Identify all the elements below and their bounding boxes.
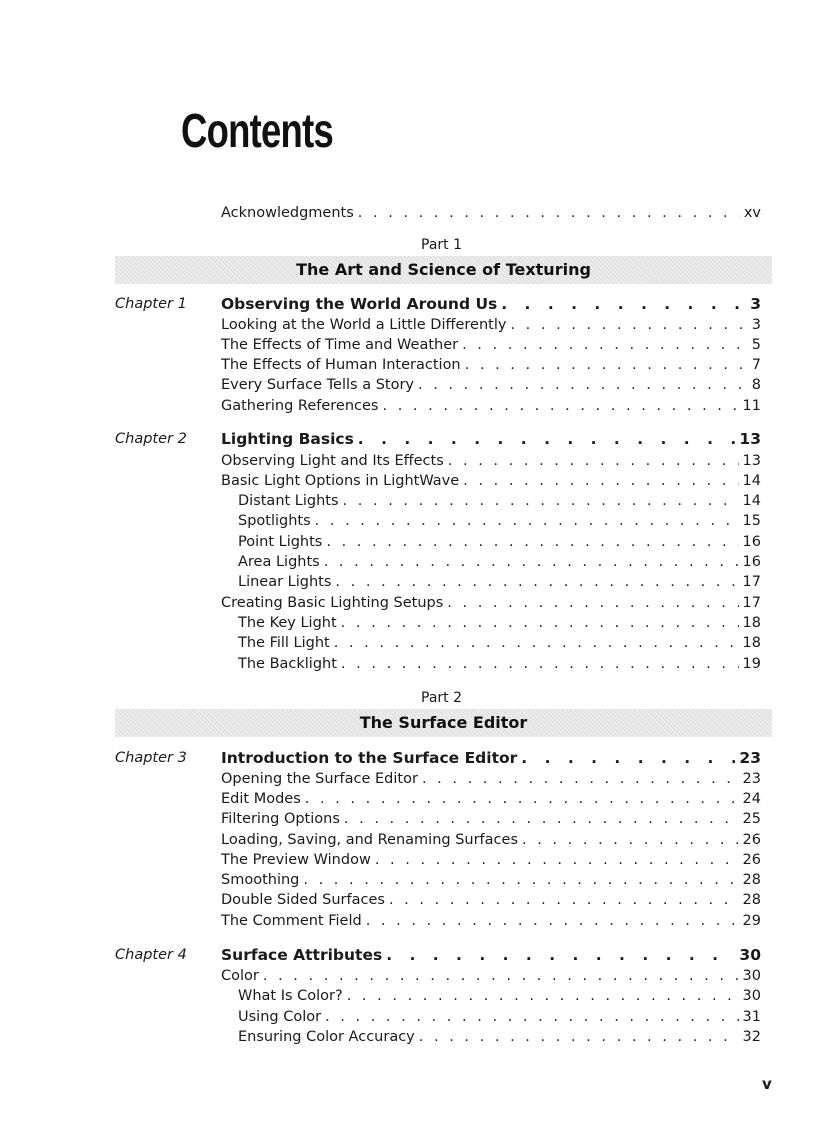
- toc-page-number: 15: [742, 513, 761, 529]
- dot-leader: [463, 471, 738, 491]
- toc-page-number: 25: [742, 811, 761, 827]
- chapter-label: Chapter 3: [115, 750, 187, 766]
- dot-leader: [325, 1007, 738, 1027]
- dot-leader: [419, 1027, 739, 1047]
- toc-subentry: [238, 552, 761, 572]
- dot-leader: [448, 451, 739, 471]
- toc-chapter-title: [221, 429, 761, 449]
- toc-page-number: 26: [742, 852, 761, 868]
- dot-leader: [324, 552, 739, 572]
- dot-leader: [501, 294, 746, 314]
- toc-entry-title: Basic Light Options in LightWave: [221, 473, 460, 489]
- toc-entry-title: The Effects of Time and Weather: [221, 337, 459, 353]
- toc-entry: [221, 769, 761, 789]
- dot-leader: [382, 396, 738, 416]
- dot-leader: [347, 986, 739, 1006]
- toc-chapter-title: [221, 294, 761, 314]
- toc-page-number: 32: [742, 1029, 761, 1045]
- toc-entry-title: Lighting Basics: [221, 430, 354, 448]
- toc-page-number: 23: [742, 771, 761, 787]
- toc-subentry: [238, 511, 761, 531]
- toc-entry-title: Creating Basic Lighting Setups: [221, 595, 444, 611]
- toc-entry-title: Loading, Saving, and Renaming Surfaces: [221, 832, 518, 848]
- toc-entry: [221, 850, 761, 870]
- toc-subentry: [238, 986, 761, 1006]
- dot-leader: [465, 355, 748, 375]
- toc-page-number: 18: [742, 615, 761, 631]
- toc-page-number: 7: [751, 357, 761, 373]
- toc-page-number: 31: [742, 1009, 761, 1025]
- toc-page-number: 8: [751, 377, 761, 393]
- toc-entry: [221, 396, 761, 416]
- dot-leader: [386, 945, 735, 965]
- toc-page-number: 23: [739, 749, 761, 767]
- toc-page-number: 16: [742, 534, 761, 550]
- toc-entry: [221, 890, 761, 910]
- toc-entry-title: Spotlights: [238, 513, 311, 529]
- chapter-label: Chapter 2: [115, 431, 187, 447]
- toc-page-number: 14: [742, 473, 761, 489]
- toc-page-number: 13: [739, 430, 761, 448]
- chapter-label: Chapter 4: [115, 947, 187, 963]
- toc-entry-title: The Preview Window: [221, 852, 371, 868]
- toc-entry: [221, 375, 761, 395]
- page-folio: v: [762, 1075, 772, 1093]
- toc-entry-title: Filtering Options: [221, 811, 340, 827]
- toc-entry-title: Point Lights: [238, 534, 323, 550]
- dot-leader: [315, 511, 739, 531]
- toc-entry-title: Double Sided Surfaces: [221, 892, 385, 908]
- toc-entry-title: Area Lights: [238, 554, 320, 570]
- toc-entry: [221, 966, 761, 986]
- dot-leader: [510, 315, 747, 335]
- toc-entry-title: Observing Light and Its Effects: [221, 453, 444, 469]
- toc-entry: [221, 830, 761, 850]
- toc-entry: [221, 789, 761, 809]
- toc-entry-title: What Is Color?: [238, 988, 343, 1004]
- dot-leader: [335, 572, 738, 592]
- dot-leader: [447, 593, 738, 613]
- toc-subentry: [238, 532, 761, 552]
- toc-page-number: 11: [742, 398, 761, 414]
- toc-page-number: xv: [743, 205, 761, 221]
- dot-leader: [422, 769, 739, 789]
- toc-page-number: 3: [751, 317, 761, 333]
- toc-page-number: 30: [739, 946, 761, 964]
- dot-leader: [334, 633, 739, 653]
- toc-entry-title: Edit Modes: [221, 791, 301, 807]
- toc-subentry: [238, 1027, 761, 1047]
- toc-entry-title: Acknowledgments: [221, 205, 354, 221]
- toc-page-number: 28: [742, 892, 761, 908]
- part-number: Part 2: [421, 690, 462, 706]
- toc-entry-title: The Fill Light: [238, 635, 330, 651]
- toc-entry-title: Observing the World Around Us: [221, 295, 498, 313]
- toc-entry: [221, 471, 761, 491]
- toc-chapter-title: [221, 945, 761, 965]
- toc-page-number: 30: [742, 988, 761, 1004]
- dot-leader: [263, 966, 739, 986]
- toc-page-number: 17: [742, 574, 761, 590]
- toc-page-number: 13: [742, 453, 761, 469]
- dot-leader: [522, 830, 739, 850]
- dot-leader: [343, 491, 739, 511]
- dot-leader: [389, 890, 739, 910]
- toc-page-number: 3: [750, 295, 761, 313]
- part-title-banner: The Surface Editor: [115, 709, 772, 737]
- toc-page-number: 19: [742, 656, 761, 672]
- toc-subentry: [238, 613, 761, 633]
- chapter-label: Chapter 1: [115, 296, 187, 312]
- toc-page-number: 18: [742, 635, 761, 651]
- toc-entry: [221, 315, 761, 335]
- toc-entry-title: Using Color: [238, 1009, 322, 1025]
- toc-page-number: 29: [742, 913, 761, 929]
- toc-entry-title: The Comment Field: [221, 913, 362, 929]
- toc-entry-title: Ensuring Color Accuracy: [238, 1029, 415, 1045]
- toc-entry-title: Color: [221, 968, 259, 984]
- dot-leader: [303, 870, 738, 890]
- toc-entry-title: Surface Attributes: [221, 946, 383, 964]
- toc-page-number: 5: [751, 337, 761, 353]
- toc-entry: [221, 809, 761, 829]
- toc-page-number: 14: [742, 493, 761, 509]
- toc-entry: [221, 870, 761, 890]
- page-title: Contents: [181, 105, 333, 158]
- toc-subentry: [238, 633, 761, 653]
- toc-entry-title: Every Surface Tells a Story: [221, 377, 414, 393]
- toc-page-number: 28: [742, 872, 761, 888]
- dot-leader: [521, 748, 735, 768]
- toc-page-number: 16: [742, 554, 761, 570]
- dot-leader: [462, 335, 748, 355]
- dot-leader: [358, 429, 736, 449]
- toc-entry: [221, 911, 761, 931]
- dot-leader: [326, 532, 738, 552]
- toc-subentry: [238, 654, 761, 674]
- toc-page-number: 17: [742, 595, 761, 611]
- toc-entry-title: Looking at the World a Little Differently: [221, 317, 507, 333]
- toc-page-number: 24: [742, 791, 761, 807]
- toc-page-number: 30: [742, 968, 761, 984]
- toc-entry-title: The Backlight: [238, 656, 337, 672]
- toc-entry: [221, 593, 761, 613]
- toc-entry-title: Gathering References: [221, 398, 379, 414]
- toc-subentry: [238, 1007, 761, 1027]
- dot-leader: [375, 850, 739, 870]
- toc-page-number: 26: [742, 832, 761, 848]
- dot-leader: [344, 809, 739, 829]
- toc-subentry: [238, 572, 761, 592]
- toc-chapter-title: [221, 748, 761, 768]
- dot-leader: [341, 613, 739, 633]
- toc-entry: [221, 451, 761, 471]
- toc-entry-title: Distant Lights: [238, 493, 339, 509]
- toc-subentry: [238, 491, 761, 511]
- toc-entry: [221, 355, 761, 375]
- toc-entry-title: Opening the Surface Editor: [221, 771, 418, 787]
- dot-leader: [305, 789, 739, 809]
- dot-leader: [418, 375, 748, 395]
- toc-entry-title: Introduction to the Surface Editor: [221, 749, 518, 767]
- toc-entry-acknowledgments: [221, 203, 761, 223]
- toc-entry-title: The Key Light: [238, 615, 337, 631]
- part-title-banner: The Art and Science of Texturing: [115, 256, 772, 284]
- part-number: Part 1: [421, 237, 462, 253]
- toc-entry: [221, 335, 761, 355]
- dot-leader: [358, 203, 740, 223]
- toc-entry-title: The Effects of Human Interaction: [221, 357, 461, 373]
- dot-leader: [341, 654, 739, 674]
- dot-leader: [366, 911, 739, 931]
- toc-entry-title: Smoothing: [221, 872, 300, 888]
- toc-entry-title: Linear Lights: [238, 574, 332, 590]
